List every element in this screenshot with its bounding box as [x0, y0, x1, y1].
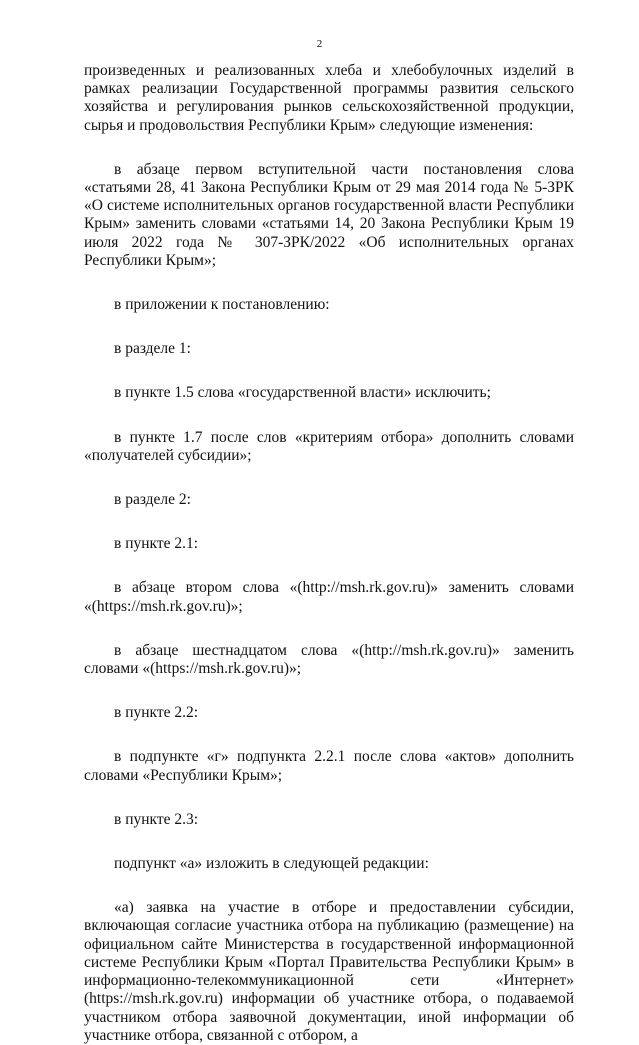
- page-number: 2: [316, 38, 323, 50]
- item-2-1-paragraph: в пункте 2.1:: [114, 535, 199, 553]
- subitem-a-heading-paragraph: подпункт «а» изложить в следующей редакции:: [114, 855, 429, 873]
- intro-paragraph: произведенных и реализованных хлеба и хлебобулочных изделий в рамках реализации Государственной программы развития сельского хозяйства и регулирования рынков сельскохозяйственной продукции, сырья и продовольствия Республики Крым» следующие изменения:: [84, 62, 574, 134]
- amendment-preamble-paragraph: в абзаце первом вступительной части постановления слова «статьями 28, 41 Закона Республики Крым от 29 мая 2014 года № 5-ЗРК «О системе исполнительных органов государственной власти Республики Крым» заменить словами «статьями 14, 20 Закона Республики Крым 19 июля 2022 года № 307-ЗРК/2022 «Об исполнительных органах Республики Крым»;: [84, 160, 574, 269]
- item-2-2-paragraph: в пункте 2.2:: [114, 704, 199, 722]
- annex-heading-paragraph: в приложении к постановлению:: [114, 296, 330, 314]
- item-2-2-1-paragraph: в подпункте «г» подпункта 2.2.1 после слова «актов» дополнить словами «Республики Крым»;: [84, 748, 574, 784]
- item-2-1-abzac-2-paragraph: в абзаце втором слова «(http://msh.rk.gov.ru)» заменить словами «(https://msh.rk.gov.ru)»;: [84, 579, 574, 615]
- section-2-paragraph: в разделе 2:: [114, 491, 191, 509]
- section-1-paragraph: в разделе 1:: [114, 340, 191, 358]
- subitem-a-text-paragraph: «а) заявка на участие в отборе и предоставлении субсидии, включающая согласие участника отбора на публикацию (размещение) на официальном сайте Министерства в государственной информационной системе Республики Крым «Портал Правительства Республики Крым» в информационно-телекоммуникационной сети «Интернет» (https://msh.rk.gov.ru) информации об участнике отбора, о подаваемой участником отбора заявочной документации, иной информации об участнике отбора, связанной с отбором, а: [84, 899, 574, 1044]
- document-body: [84, 62, 574, 1045]
- item-2-3-paragraph: в пункте 2.3:: [114, 810, 199, 828]
- item-2-1-abzac-16-paragraph: в абзаце шестнадцатом слова «(http://msh.rk.gov.ru)» заменить словами «(https://msh.rk.gov.ru)»;: [84, 641, 574, 678]
- item-1-5-paragraph: в пункте 1.5 слова «государственной власти» исключить;: [114, 384, 491, 402]
- item-1-7-paragraph: в пункте 1.7 после слов «критериям отбора» дополнить словами «получателей субсидии»;: [84, 428, 574, 464]
